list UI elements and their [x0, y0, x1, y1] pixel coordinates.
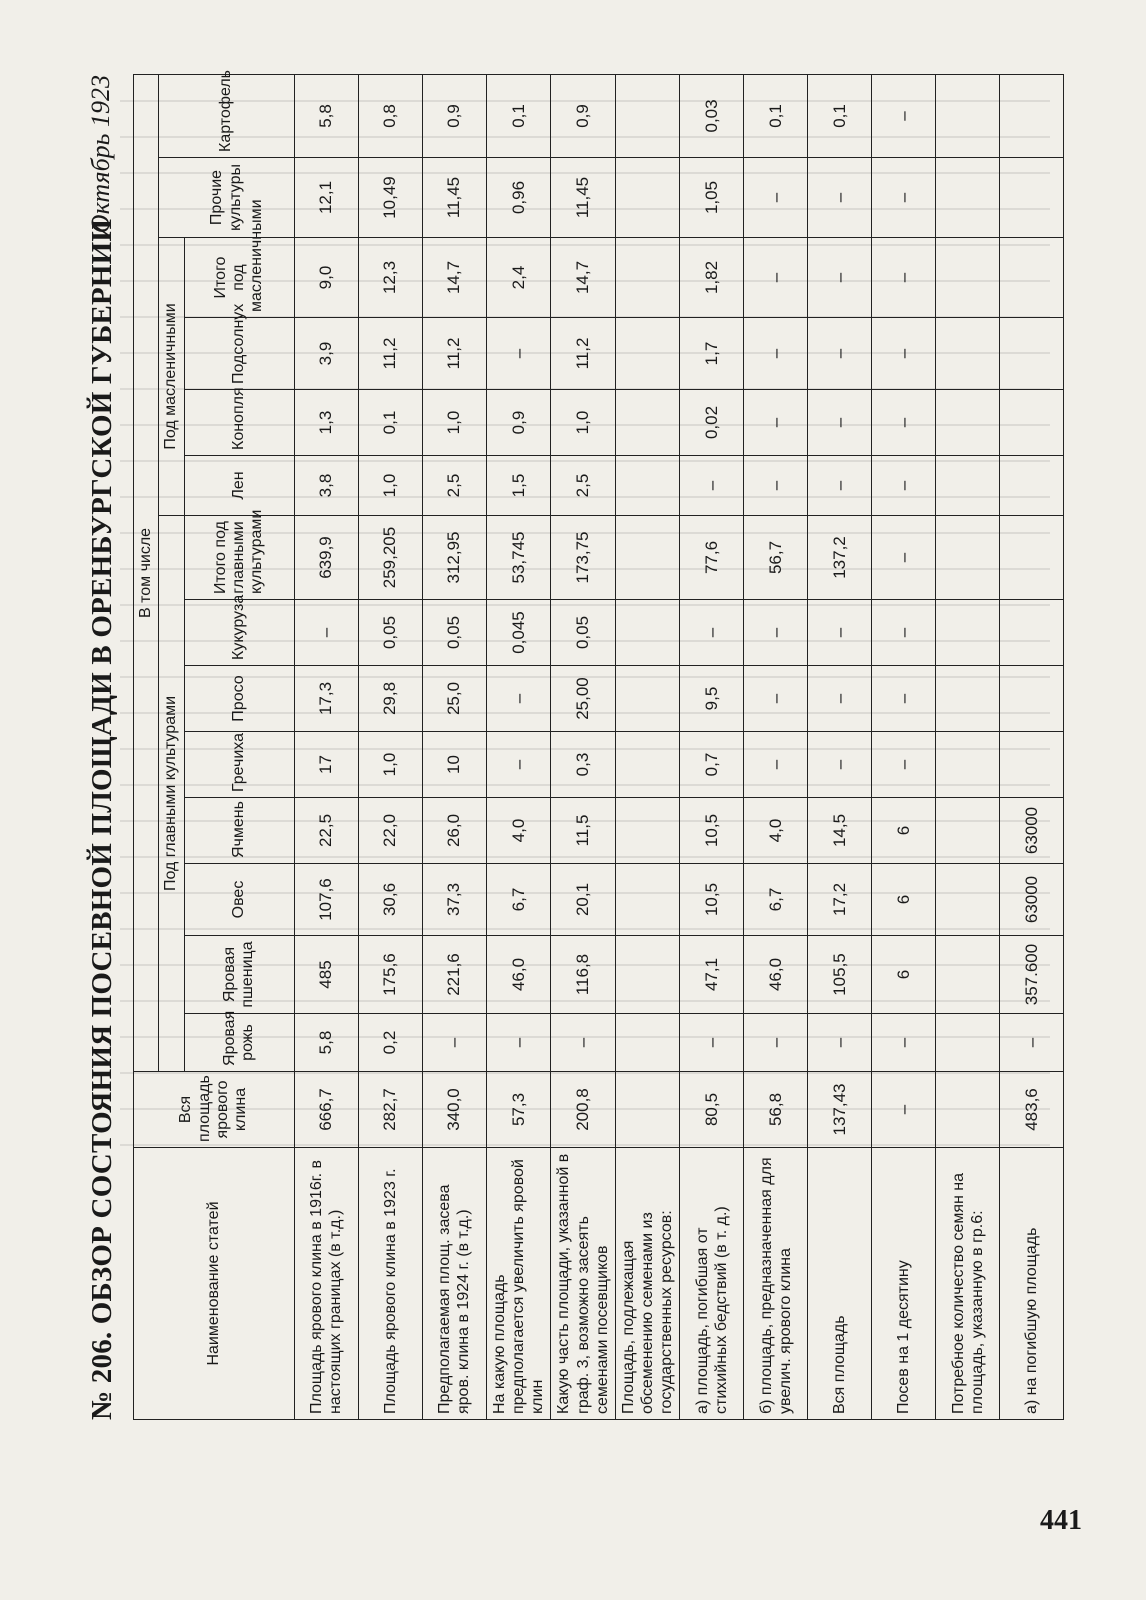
table-cell: –	[808, 600, 872, 666]
table-cell: 17,2	[808, 864, 872, 936]
table-cell: –	[744, 238, 808, 318]
table-cell: 639,9	[294, 516, 358, 600]
table-cell: 20,1	[551, 864, 616, 936]
table-cell: 46,0	[744, 936, 808, 1014]
table-row	[551, 74, 616, 1419]
table-cell	[936, 936, 1000, 1014]
table-cell	[1000, 158, 1064, 238]
table-cell	[936, 1072, 1000, 1148]
table-cell: 14,7	[422, 238, 486, 318]
table-cell: 77,6	[680, 516, 744, 600]
table-cell: –	[808, 666, 872, 732]
table-cell: 0,9	[422, 74, 486, 157]
table-cell: –	[808, 238, 872, 318]
table-cell: 56,7	[744, 516, 808, 600]
table-cell: 0,9	[551, 74, 616, 157]
table-cell: 11,45	[422, 158, 486, 238]
table-cell: 2,5	[551, 456, 616, 516]
table-cell: 10	[422, 732, 486, 798]
table-cell: 11,2	[551, 318, 616, 390]
table-cell: –	[872, 666, 936, 732]
table-cell: 17	[294, 732, 358, 798]
table-cell	[1000, 666, 1064, 732]
table-cell: 0,05	[358, 600, 422, 666]
table-cell: 10,5	[680, 798, 744, 864]
table-cell: 3,8	[294, 456, 358, 516]
row-label: Вся площадь	[808, 1148, 872, 1420]
table-row	[808, 74, 872, 1419]
table-cell	[615, 74, 680, 157]
table-cell: 221,6	[422, 936, 486, 1014]
table-cell: 0,9	[486, 390, 551, 456]
table-cell: 47,1	[680, 936, 744, 1014]
header-potato: Картофель	[159, 74, 294, 157]
table-cell: 0,02	[680, 390, 744, 456]
table-cell	[936, 74, 1000, 157]
header-other-crops: Прочие культуры	[159, 158, 294, 238]
table-cell: –	[808, 732, 872, 798]
table-cell: –	[486, 1014, 551, 1072]
table-row	[358, 74, 422, 1419]
table-cell	[615, 864, 680, 936]
table-cell: 6	[872, 936, 936, 1014]
table-cell: 137,2	[808, 516, 872, 600]
table-cell: –	[808, 318, 872, 390]
table-cell: –	[744, 158, 808, 238]
table-cell: –	[744, 390, 808, 456]
table-row	[486, 74, 551, 1419]
table-cell: 6	[872, 864, 936, 936]
table-cell: 1,0	[358, 732, 422, 798]
table-cell: –	[680, 600, 744, 666]
header-hemp: Конопля	[184, 390, 294, 456]
table-row	[936, 74, 1000, 1419]
table-cell: 1,0	[551, 390, 616, 456]
table-cell	[1000, 600, 1064, 666]
row-label: Посев на 1 десятину	[872, 1148, 936, 1420]
table-body	[294, 74, 1064, 1419]
table-cell: –	[872, 158, 936, 238]
table-cell: –	[486, 666, 551, 732]
table-cell: 312,95	[422, 516, 486, 600]
row-label: Потребное количество семян на площадь, указанную в гр.6:	[936, 1148, 1000, 1420]
table-cell	[615, 666, 680, 732]
table-cell: 11,45	[551, 158, 616, 238]
table-cell: 0,2	[358, 1014, 422, 1072]
table-cell: –	[486, 732, 551, 798]
table-cell: 0,1	[486, 74, 551, 157]
table-cell: 17,3	[294, 666, 358, 732]
table-cell: 63000	[1000, 864, 1064, 936]
table-cell	[1000, 390, 1064, 456]
table-cell: 357.600	[1000, 936, 1064, 1014]
header-millet: Просо	[184, 666, 294, 732]
table-cell: –	[744, 732, 808, 798]
table-cell	[615, 732, 680, 798]
table-cell	[615, 1072, 680, 1148]
table-cell: 10,5	[680, 864, 744, 936]
row-label: а) на погибшую площадь	[1000, 1148, 1064, 1420]
row-label: Предполагаемая площ. засева яров. клина в 1924 г. (в т.д.)	[422, 1148, 486, 1420]
table-cell: 0,1	[808, 74, 872, 157]
table-cell: 259,205	[358, 516, 422, 600]
table-cell: 63000	[1000, 798, 1064, 864]
table-row	[1000, 74, 1064, 1419]
header-sunflower: Подсолнух	[184, 318, 294, 390]
table-cell: 0,3	[551, 732, 616, 798]
table-row	[422, 74, 486, 1419]
table-cell: –	[872, 318, 936, 390]
table-cell: 11,2	[422, 318, 486, 390]
table-cell: –	[744, 1014, 808, 1072]
table-cell: –	[680, 456, 744, 516]
row-label: Площадь ярового клина в 1916г. в настоящих границах (в т.д.)	[294, 1148, 358, 1420]
table-cell: –	[680, 1014, 744, 1072]
table-cell	[1000, 732, 1064, 798]
header-oats: Овес	[184, 864, 294, 936]
table-cell: 1,0	[422, 390, 486, 456]
table-row	[680, 74, 744, 1419]
table-cell: –	[1000, 1014, 1064, 1072]
table-cell: –	[744, 600, 808, 666]
table-cell	[936, 864, 1000, 936]
table-cell: 26,0	[422, 798, 486, 864]
table-cell: 116,8	[551, 936, 616, 1014]
header-oil-total: Итого под масленичными	[184, 238, 294, 318]
table-cell	[1000, 456, 1064, 516]
table-cell	[936, 456, 1000, 516]
table-cell: 200,8	[551, 1072, 616, 1148]
table-cell	[936, 600, 1000, 666]
table-row	[744, 74, 808, 1419]
table-cell	[615, 516, 680, 600]
page-number: 441	[1040, 1505, 1082, 1536]
table-cell: 46,0	[486, 936, 551, 1014]
table-cell	[615, 936, 680, 1014]
table-cell: –	[872, 390, 936, 456]
table-cell: 14,5	[808, 798, 872, 864]
table-cell: 25,0	[422, 666, 486, 732]
table-cell: –	[872, 1072, 936, 1148]
table-cell: 22,0	[358, 798, 422, 864]
table-cell: 14,7	[551, 238, 616, 318]
header-oil-crops: Под масленичными	[159, 238, 184, 516]
table-cell: 340,0	[422, 1072, 486, 1148]
table-cell: –	[872, 456, 936, 516]
table-cell: –	[872, 516, 936, 600]
table-cell: 6,7	[744, 864, 808, 936]
header-rye: Яровая рожь	[184, 1014, 294, 1072]
table-cell: 9,5	[680, 666, 744, 732]
table-cell: 282,7	[358, 1072, 422, 1148]
table-row	[294, 74, 358, 1419]
table-cell: 173,75	[551, 516, 616, 600]
row-label: б) площадь, предназначенная для увелич. ярового клина	[744, 1148, 808, 1420]
table-cell: 175,6	[358, 936, 422, 1014]
header-main-total: Итого под главными культурами	[184, 516, 294, 600]
table-cell: –	[872, 1014, 936, 1072]
table-cell: 4,0	[486, 798, 551, 864]
table-cell: 0,96	[486, 158, 551, 238]
table-cell	[936, 732, 1000, 798]
table-cell: –	[551, 1014, 616, 1072]
table-cell: 30,6	[358, 864, 422, 936]
table-cell: –	[808, 456, 872, 516]
table-cell: 1,82	[680, 238, 744, 318]
table-row	[872, 74, 936, 1419]
table-cell	[936, 666, 1000, 732]
table-cell: 485	[294, 936, 358, 1014]
table-cell	[936, 158, 1000, 238]
table-cell	[936, 516, 1000, 600]
table-cell	[615, 1014, 680, 1072]
table-cell: 12,1	[294, 158, 358, 238]
row-label: Какую часть площади, указанной в граф. 3, возможно засеять семенами посевщиков	[551, 1148, 616, 1420]
table-cell: –	[872, 238, 936, 318]
table-cell	[936, 238, 1000, 318]
table-cell: 29,8	[358, 666, 422, 732]
table-cell: –	[486, 318, 551, 390]
table-cell: 0,05	[422, 600, 486, 666]
table-cell: 483,6	[1000, 1072, 1064, 1148]
table-cell: 11,2	[358, 318, 422, 390]
row-label: а) площадь, погибшая от стихийных бедствий (в т. д.)	[680, 1148, 744, 1420]
table-cell	[615, 318, 680, 390]
table-cell: 4,0	[744, 798, 808, 864]
row-label: Площадь ярового клина в 1923 г.	[358, 1148, 422, 1420]
table-cell: 0,7	[680, 732, 744, 798]
table-cell: 1,3	[294, 390, 358, 456]
table-cell: 2,4	[486, 238, 551, 318]
table-cell: –	[744, 456, 808, 516]
table-cell	[615, 456, 680, 516]
table-cell	[615, 390, 680, 456]
table-cell: 0,03	[680, 74, 744, 157]
table-cell: 107,6	[294, 864, 358, 936]
table-cell: 6,7	[486, 864, 551, 936]
header-flax: Лен	[184, 456, 294, 516]
table-cell	[615, 238, 680, 318]
header-corn: Кукуруза	[184, 600, 294, 666]
table-cell: 0,05	[551, 600, 616, 666]
document-title: № 206. ОБЗОР СОСТОЯНИЯ ПОСЕВНОЙ ПЛОЩАДИ В ОРЕНБУРГСКОЙ ГУБЕРНИИ	[86, 218, 118, 1420]
header-buckwheat: Гречиха	[184, 732, 294, 798]
table-cell	[936, 390, 1000, 456]
table-cell: 666,7	[294, 1072, 358, 1148]
table-cell: –	[872, 600, 936, 666]
table-cell: 1,05	[680, 158, 744, 238]
row-label: На какую площадь предполагается увеличить яровой клин	[486, 1148, 551, 1420]
table-cell: 0,045	[486, 600, 551, 666]
table-cell: 25,00	[551, 666, 616, 732]
header-including: В том числе	[134, 74, 159, 1071]
table-cell: 1,7	[680, 318, 744, 390]
rotated-sheet	[78, 69, 1041, 1420]
header-main-crops: Под главными культурами	[159, 516, 184, 1072]
table-cell: 12,3	[358, 238, 422, 318]
table-cell: 11,5	[551, 798, 616, 864]
table-cell: 137,43	[808, 1072, 872, 1148]
document-date: Октябрь 1923	[86, 75, 115, 234]
table-cell: 5,8	[294, 1014, 358, 1072]
header-name: Наименование статей	[134, 1148, 295, 1420]
table-cell: 2,5	[422, 456, 486, 516]
table-cell: 56,8	[744, 1072, 808, 1148]
table-cell: 9,0	[294, 238, 358, 318]
table-cell	[936, 1014, 1000, 1072]
table-cell: 37,3	[422, 864, 486, 936]
table-cell	[1000, 318, 1064, 390]
table-cell	[936, 318, 1000, 390]
header-barley: Ячмень	[184, 798, 294, 864]
table-cell: –	[808, 1014, 872, 1072]
table-cell	[1000, 74, 1064, 157]
table-cell: 0,1	[744, 74, 808, 157]
table-cell: –	[872, 732, 936, 798]
table-cell: 6	[872, 798, 936, 864]
table-cell	[936, 798, 1000, 864]
table-cell: –	[872, 74, 936, 157]
table-row	[615, 74, 680, 1419]
row-label: Площадь, подлежащая обсеменению семенами из государственных ресурсов:	[615, 1148, 680, 1420]
table-cell: 0,8	[358, 74, 422, 157]
table-cell: 22,5	[294, 798, 358, 864]
table-cell: 5,8	[294, 74, 358, 157]
table-cell: –	[744, 318, 808, 390]
header-wheat: Яровая пшеница	[184, 936, 294, 1014]
table-cell: –	[422, 1014, 486, 1072]
table-cell: 57,3	[486, 1072, 551, 1148]
table-cell: 53,745	[486, 516, 551, 600]
table-cell: –	[294, 600, 358, 666]
table-cell	[615, 798, 680, 864]
sowing-area-table	[133, 69, 1064, 1420]
table-cell: 0,1	[358, 390, 422, 456]
header-total-area: Вся площадь ярового клина	[134, 1072, 295, 1148]
table-cell: 105,5	[808, 936, 872, 1014]
table-cell: –	[808, 158, 872, 238]
table-cell: 1,0	[358, 456, 422, 516]
table-cell	[1000, 238, 1064, 318]
table-cell: 10,49	[358, 158, 422, 238]
table-cell	[615, 158, 680, 238]
table-cell: 3,9	[294, 318, 358, 390]
table-cell: 1,5	[486, 456, 551, 516]
table-cell	[1000, 516, 1064, 600]
table-cell	[615, 600, 680, 666]
table-cell: –	[744, 666, 808, 732]
table-cell: –	[808, 390, 872, 456]
table-cell: 80,5	[680, 1072, 744, 1148]
